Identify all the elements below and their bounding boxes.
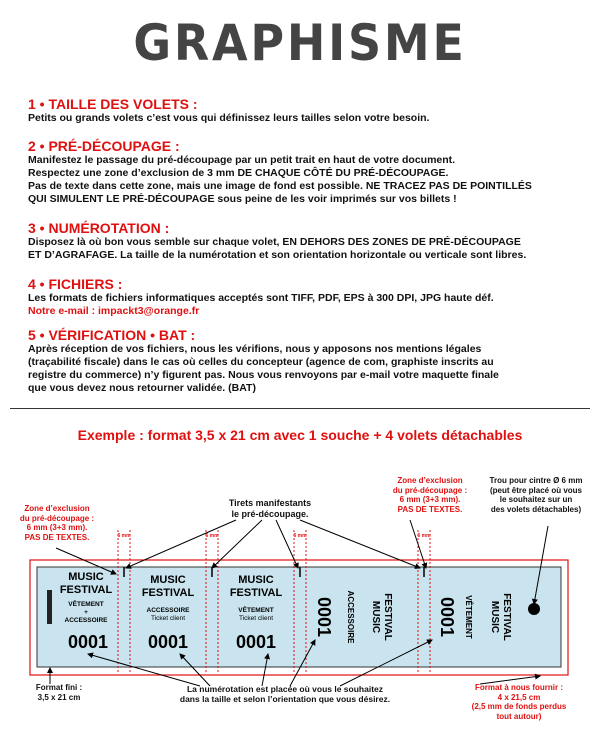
section-line: Petits ou grands volets c’est vous qui définissez leurs tailles selon votre besoin. bbox=[28, 112, 430, 124]
annotation-zone-right: Zone d’exclusion du pré-découpage : 6 mm (3+3 mm). PAS DE TEXTES. bbox=[392, 476, 468, 514]
svg-text:Ticket client: Ticket client bbox=[150, 615, 186, 622]
svg-text:ACCESSOIRE: ACCESSOIRE bbox=[346, 590, 355, 644]
svg-text:ACCESSOIRE: ACCESSOIRE bbox=[64, 617, 108, 624]
annotation-format-fini: Format fini : 3,5 x 21 cm bbox=[35, 683, 83, 702]
svg-text:6 mm: 6 mm bbox=[205, 533, 219, 539]
svg-text:0001: 0001 bbox=[147, 632, 189, 652]
section-line: Respectez une zone d’exclusion de 3 mm DE CHAQUE CÔTÉ DU PRÉ-DÉCOUPAGE. bbox=[28, 167, 449, 179]
ticket-body bbox=[37, 567, 561, 667]
section-line: ET D’AGRAFAGE. La taille de la numérotation et son orientation horizontale ou verticale sont libres. bbox=[28, 249, 527, 261]
svg-text:FESTIVAL: FESTIVAL bbox=[501, 593, 512, 641]
svg-text:VÊTEMENT: VÊTEMENT bbox=[238, 607, 274, 614]
section-heading: 3 • NUMÉROTATION : bbox=[28, 220, 170, 236]
svg-text:ACCESSOIRE: ACCESSOIRE bbox=[146, 607, 190, 614]
svg-text:0001: 0001 bbox=[67, 632, 109, 652]
svg-text:0001: 0001 bbox=[235, 632, 277, 652]
svg-text:+: + bbox=[84, 609, 88, 616]
section-line: Disposez là où bon vous semble sur chaque volet, EN DEHORS DES ZONES DE PRÉ-DÉCOUPAGE bbox=[28, 236, 521, 248]
section-line: Manifestez le passage du pré-découpage par un petit trait en haut de votre document. bbox=[28, 154, 456, 166]
svg-text:MUSIC: MUSIC bbox=[150, 574, 186, 586]
annotation-trou: Trou pour cintre Ø 6 mm (peut être placé où vous le souhaitez sur un des volets détachables) bbox=[489, 476, 583, 514]
svg-text:MUSIC: MUSIC bbox=[489, 600, 500, 634]
email-line[interactable]: Notre e-mail : impackt3@orange.fr bbox=[28, 305, 200, 317]
section-line: Après réception de vos fichiers, nous les vérifions, nous y apposons nos mentions légales bbox=[28, 343, 482, 355]
section-line: (traçabilité fiscale) dans le cas où celles du concepteur (agence de com, graphiste inscrits au bbox=[28, 356, 494, 368]
svg-text:VÊTEMENT: VÊTEMENT bbox=[464, 595, 473, 639]
annotation-tirets: Tirets manifestants le pré-découpage. bbox=[228, 498, 312, 519]
annotation-numerotation: La numérotation est placée où vous le souhaitez dans la taille et selon l’orientation que vous désirez. bbox=[179, 684, 391, 704]
section-line: que vous devez nous retourner validée. (BAT) bbox=[28, 382, 256, 394]
svg-text:MUSIC: MUSIC bbox=[370, 600, 381, 634]
page-title: GRAPHISME bbox=[133, 14, 467, 72]
mm-labels bbox=[117, 533, 431, 539]
svg-text:FESTIVAL: FESTIVAL bbox=[229, 587, 283, 599]
section-line: QUI SIMULENT LE PRÉ-DÉCOUPAGE sous peine de les voir imprimés sur vos billets ! bbox=[28, 193, 457, 205]
svg-text:FESTIVAL: FESTIVAL bbox=[59, 584, 113, 596]
svg-text:MUSIC: MUSIC bbox=[238, 574, 274, 586]
svg-text:Ticket client: Ticket client bbox=[238, 615, 274, 622]
section-heading: 2 • PRÉ-DÉCOUPAGE : bbox=[28, 138, 180, 154]
svg-text:6 mm: 6 mm bbox=[293, 533, 307, 539]
svg-text:FESTIVAL: FESTIVAL bbox=[382, 593, 393, 641]
section-heading: 1 • TAILLE DES VOLETS : bbox=[28, 96, 198, 112]
svg-text:0001: 0001 bbox=[314, 596, 334, 638]
svg-text:6 mm: 6 mm bbox=[117, 533, 131, 539]
annotation-zone-left: Zone d’exclusion du pré-découpage : 6 mm (3+3 mm). PAS DE TEXTES. bbox=[19, 504, 95, 542]
annotation-format-fournir: Format à nous fournir : 4 x 21,5 cm (2,5 mm de fonds perdus tout autour) bbox=[471, 683, 567, 721]
section-line: Pas de texte dans cette zone, mais une image de fond est possible. NE TRACEZ PAS DE POINTILLÉS bbox=[28, 180, 532, 192]
svg-text:0001: 0001 bbox=[437, 596, 457, 638]
svg-text:VÊTEMENT: VÊTEMENT bbox=[68, 601, 104, 608]
hanger-hole-icon bbox=[528, 603, 540, 615]
section-heading: 5 • VÉRIFICATION • BAT : bbox=[28, 327, 196, 343]
section-heading: 4 • FICHIERS : bbox=[28, 276, 123, 292]
section-line: registre du commerce) n’y figurent pas. Nous vous renvoyons par e-mail votre maquette finale bbox=[28, 369, 499, 381]
section-line: Les formats de fichiers informatiques acceptés sont TIFF, PDF, EPS à 300 DPI, JPG haute déf. bbox=[28, 292, 494, 304]
svg-text:FESTIVAL: FESTIVAL bbox=[141, 587, 195, 599]
svg-text:6 mm: 6 mm bbox=[417, 533, 431, 539]
svg-text:MUSIC: MUSIC bbox=[68, 571, 104, 583]
example-title: Exemple : format 3,5 x 21 cm avec 1 souche + 4 volets détachables bbox=[77, 427, 523, 443]
